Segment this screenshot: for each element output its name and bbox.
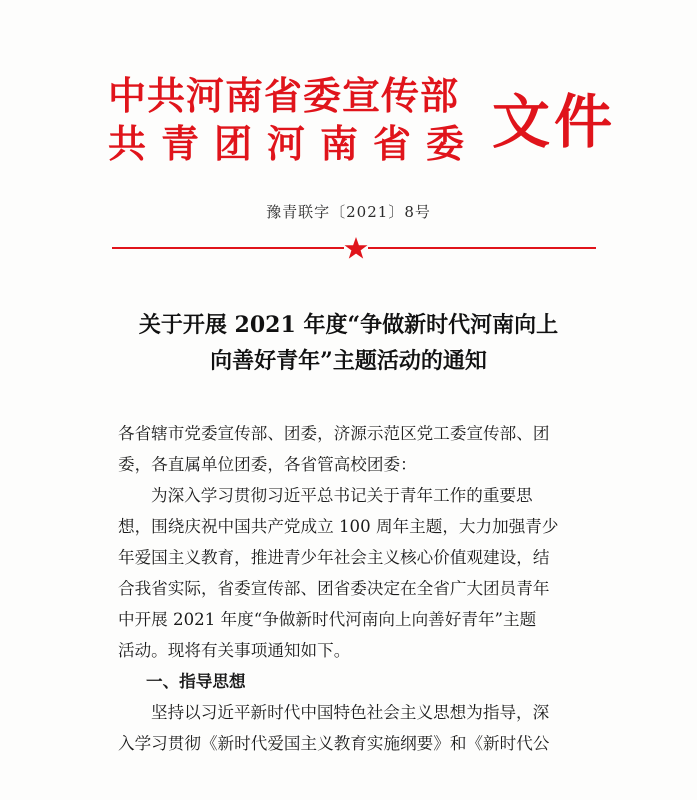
text-line: 年爱国主义教育，推进青少年社会主义核心价值观建设，结 — [118, 548, 550, 567]
paragraph-guiding-ideology — [118, 697, 598, 759]
addressee — [118, 418, 598, 480]
text-line: 合我省实际，省委宣传部、团省委决定在全省广大团员青年 — [118, 579, 550, 598]
star-icon — [344, 233, 368, 263]
text-line: 为深入学习贯彻习近平总书记关于青年工作的重要思 — [151, 486, 533, 505]
title-line-2: 向善好青年”主题活动的通知 — [210, 348, 487, 374]
issuer-line-1: 中共河南省委宣传部 — [108, 74, 460, 118]
document-body — [118, 418, 598, 759]
divider-rule-right — [368, 247, 596, 249]
document-word: 文件 — [492, 88, 617, 156]
red-header — [108, 72, 617, 182]
issuer-line-2: 共青团河南省委 — [108, 122, 480, 166]
section-heading-guiding-ideology: 一、指导思想 — [146, 672, 246, 691]
document-number: 豫青联字〔2021〕8号 — [266, 203, 431, 221]
text-line: 各省辖市党委宣传部、团委，济源示范区党工委宣传部、团 — [118, 424, 550, 443]
issuing-authorities — [108, 72, 479, 168]
text-line: 活动。现将有关事项通知如下。 — [118, 641, 351, 660]
document-title — [0, 307, 697, 379]
header-divider — [112, 233, 596, 263]
text-line: 委，各直属单位团委，各省管高校团委： — [118, 455, 417, 474]
divider-rule-left — [112, 247, 344, 249]
paragraph-intro — [118, 480, 598, 666]
text-line: 入学习贯彻《新时代爱国主义教育实施纲要》和《新时代公 — [118, 734, 550, 753]
text-line: 中开展 2021 年度“争做新时代河南向上向善好青年”主题 — [118, 610, 537, 629]
text-line: 坚持以习近平新时代中国特色社会主义思想为指导，深 — [151, 703, 550, 722]
title-line-1: 关于开展 2021 年度“争做新时代河南向上 — [138, 312, 559, 338]
text-line: 想，围绕庆祝中国共产党成立 100 周年主题，大力加强青少 — [118, 517, 559, 536]
